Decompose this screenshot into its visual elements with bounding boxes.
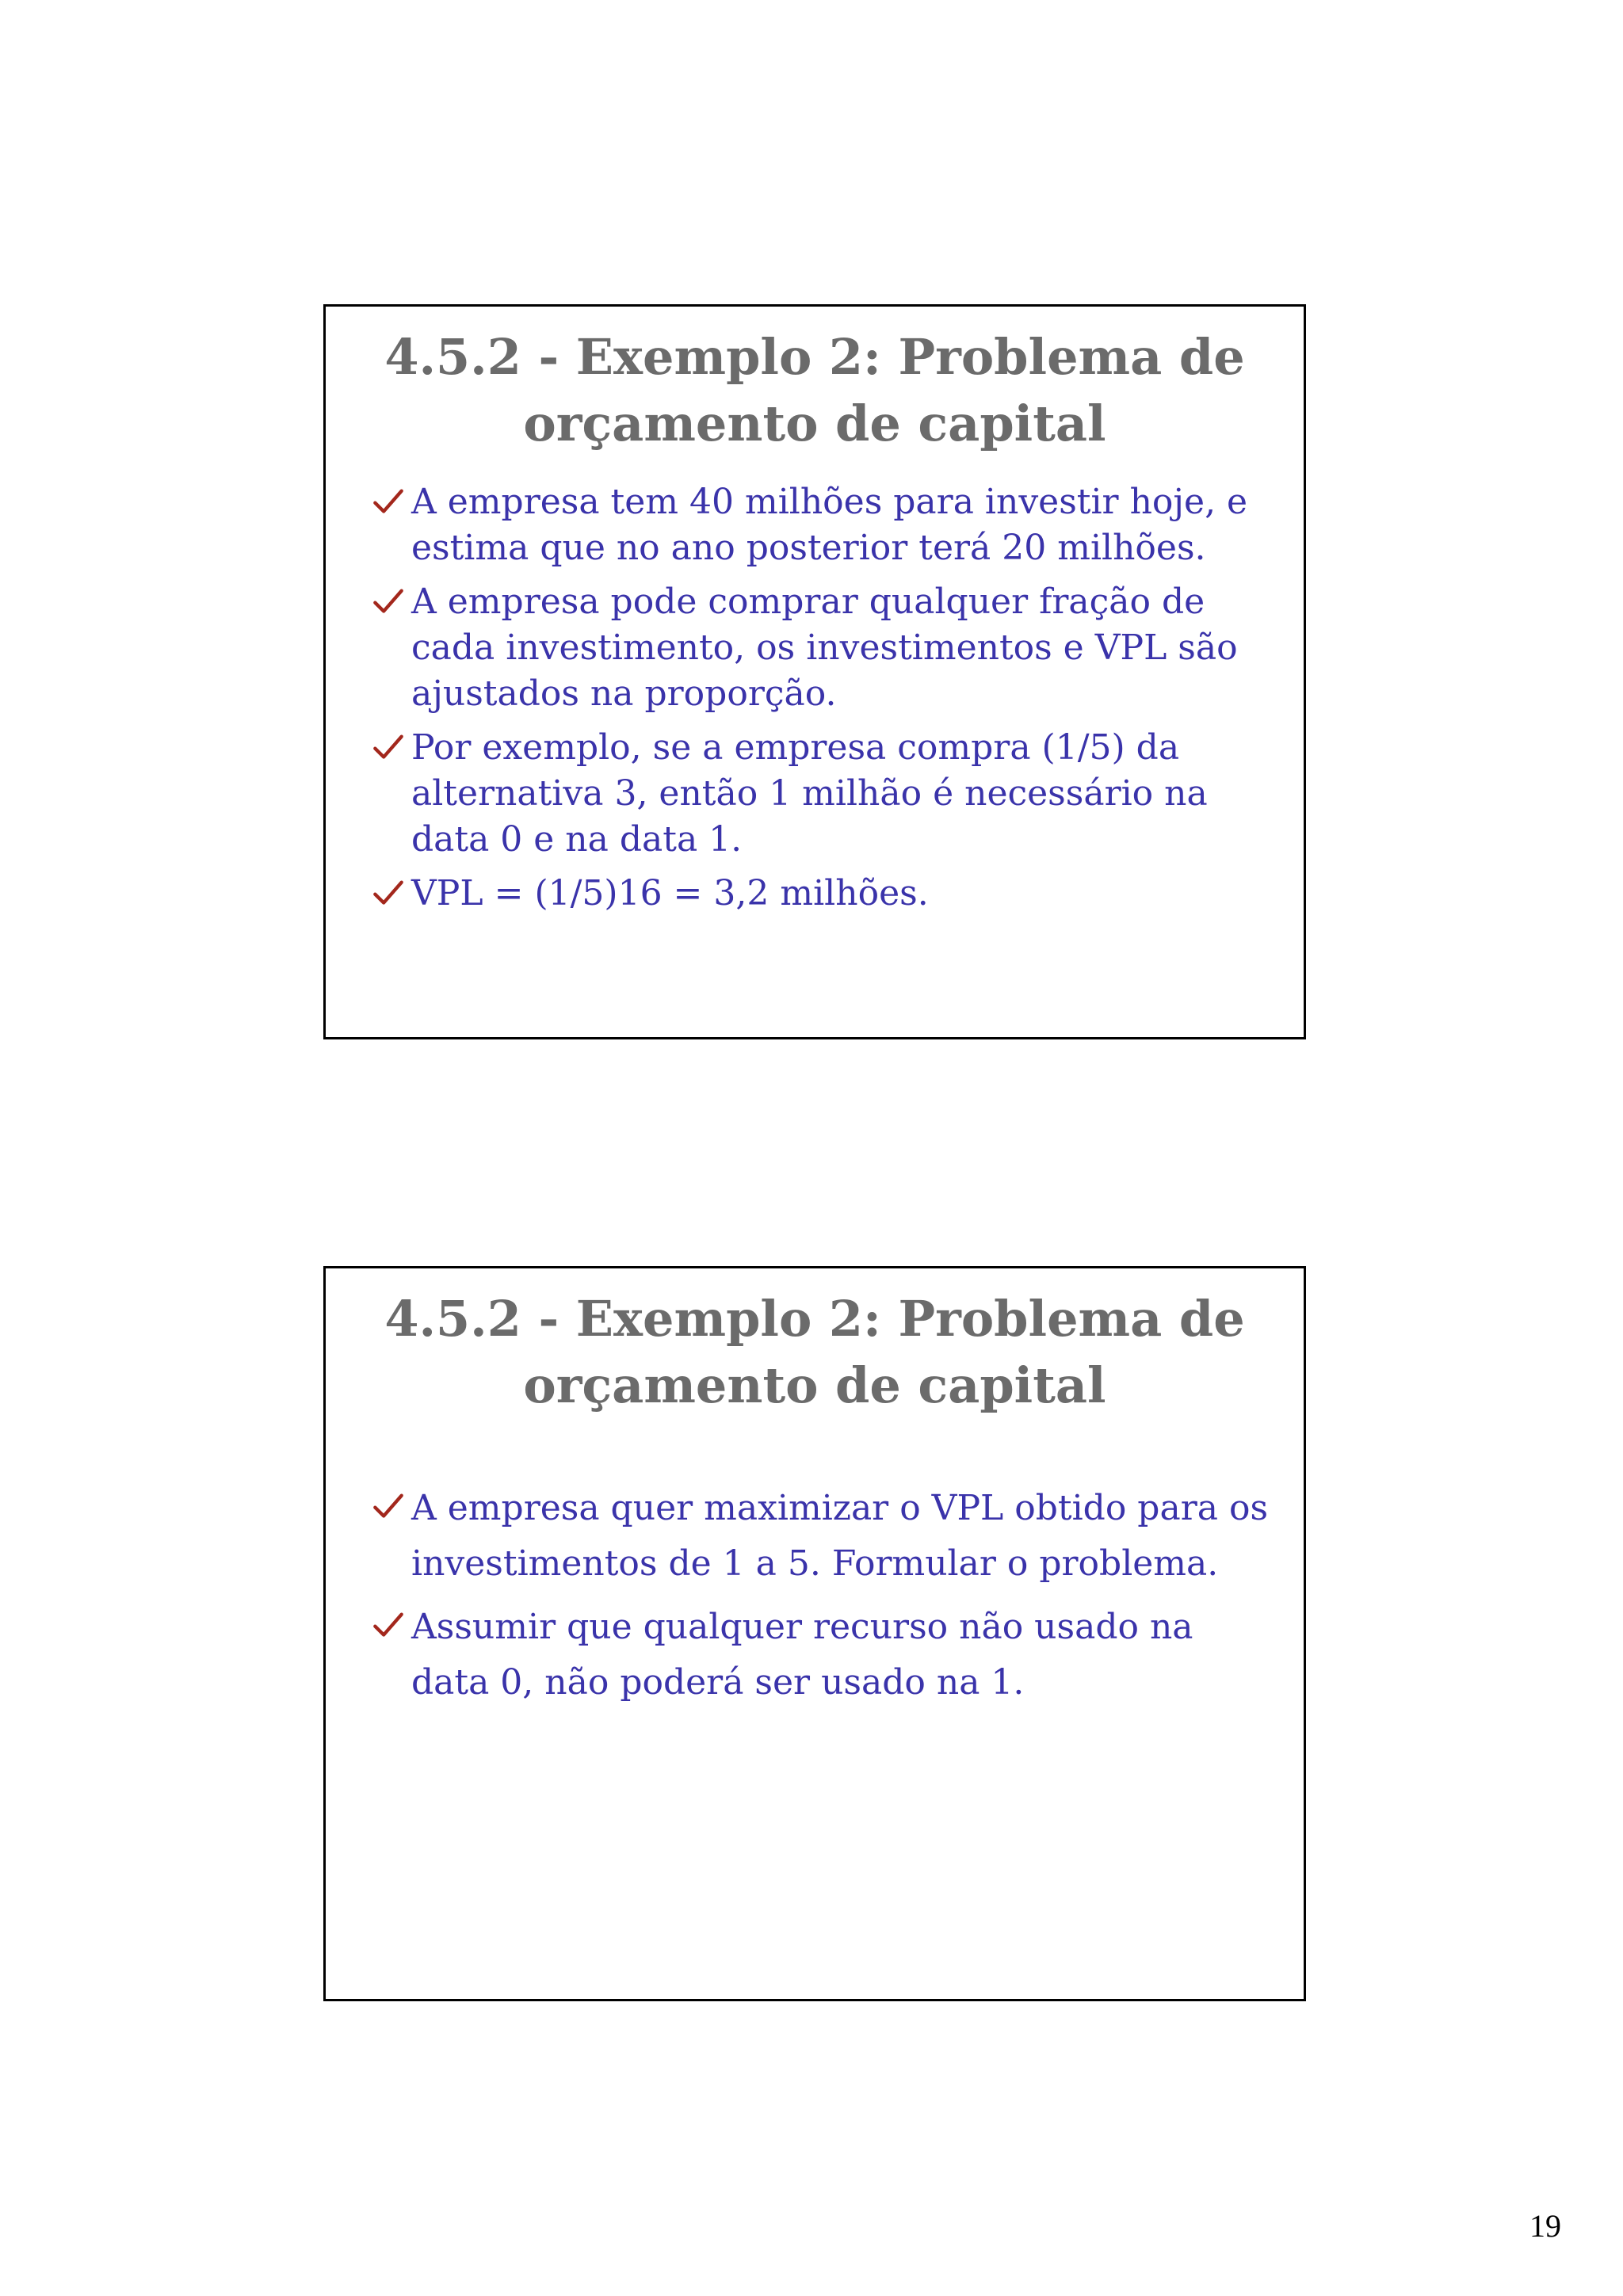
check-icon [372, 1490, 405, 1522]
slide-title-line-1: 4.5.2 - Exemplo 2: Problema de [384, 328, 1245, 386]
check-icon [372, 731, 405, 763]
slide-title-line-2: orçamento de capital [523, 395, 1106, 452]
bullet-item [372, 1600, 1272, 1711]
bullet-item [372, 479, 1272, 571]
slide-title-line-1: 4.5.2 - Exemplo 2: Problema de [384, 1290, 1245, 1348]
bullet-list [372, 479, 1272, 925]
bullet-text: VPL = (1/5)16 = 3,2 milhões. [411, 873, 929, 913]
check-icon [372, 1609, 405, 1641]
bullet-text: A empresa quer maximizar o VPL obtido para os investimentos de 1 a 5. Formular o problema. [411, 1488, 1269, 1584]
page-number: 19 [1529, 2208, 1561, 2244]
slide-2 [323, 1266, 1306, 2001]
bullet-item [372, 871, 1272, 917]
bullet-text: Por exemplo, se a empresa compra (1/5) da alternativa 3, então 1 milhão é necessário na data 0 e na data 1. [411, 727, 1208, 860]
bullet-item [372, 579, 1272, 717]
bullet-item [372, 1481, 1272, 1592]
slide-title [326, 1268, 1304, 1419]
bullet-text: A empresa tem 40 milhões para investir hoje, e estima que no ano posterior terá 20 milhões. [411, 482, 1248, 568]
slide-1 [323, 304, 1306, 1039]
bullet-list [372, 1481, 1272, 1718]
check-icon [372, 486, 405, 517]
bullet-item [372, 725, 1272, 863]
check-icon [372, 585, 405, 617]
slide-title-line-2: orçamento de capital [523, 1356, 1106, 1414]
check-icon [372, 877, 405, 909]
slide-title [326, 307, 1304, 457]
bullet-text: A empresa pode comprar qualquer fração de cada investimento, os investimentos e VPL são ajustados na proporção. [411, 582, 1238, 714]
bullet-text: Assumir que qualquer recurso não usado na data 0, não poderá ser usado na 1. [411, 1607, 1193, 1703]
